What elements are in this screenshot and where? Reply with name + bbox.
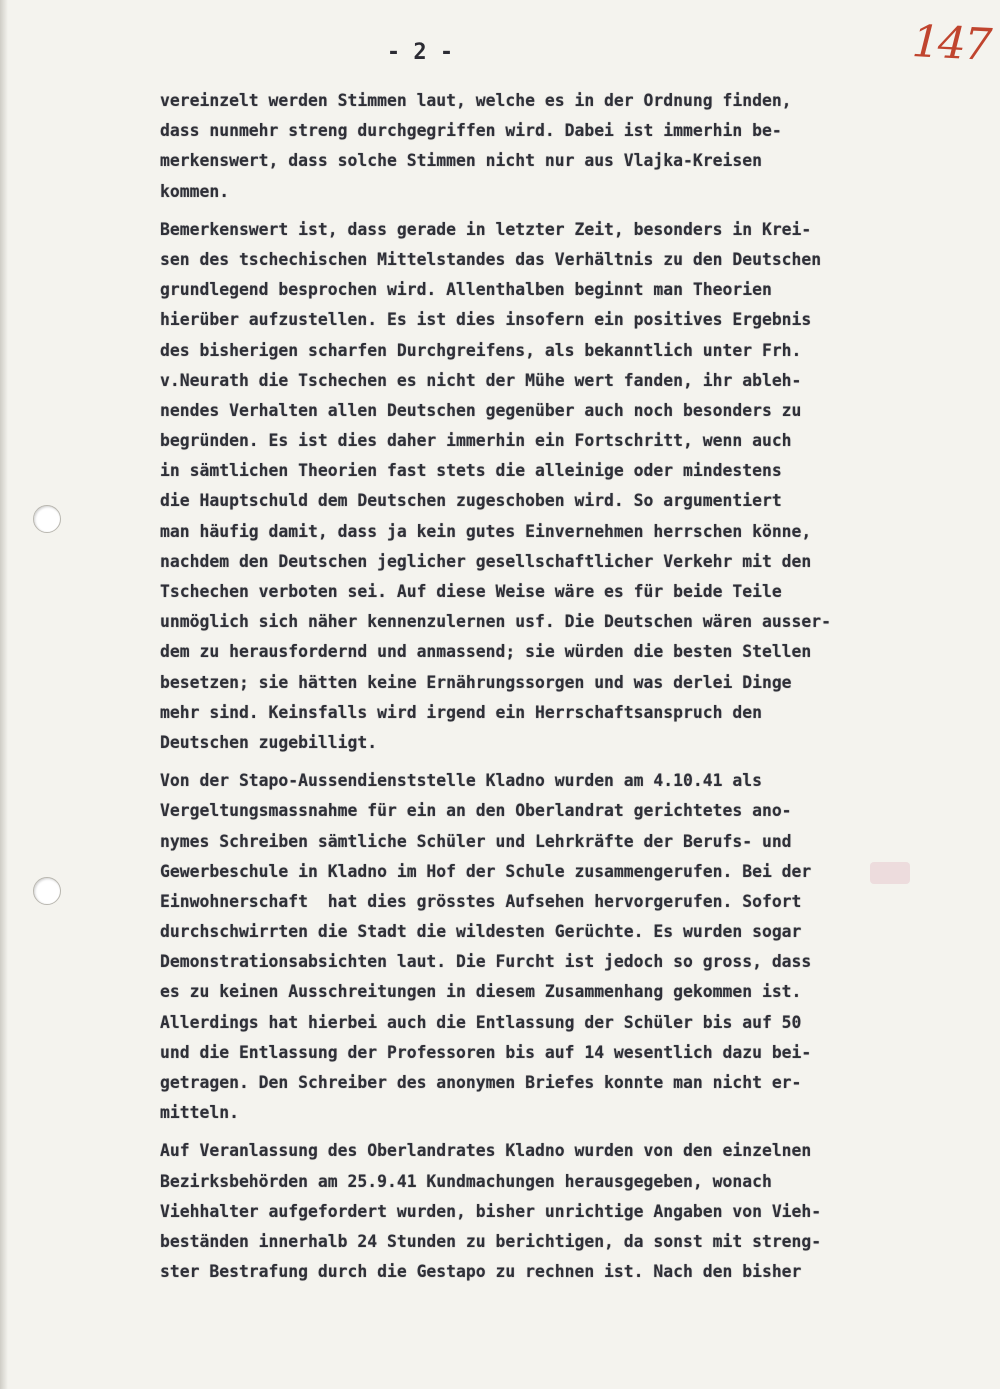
paragraph-3 [160, 766, 968, 1128]
text-line: Einwohnerschaft hat dies grösstes Aufsehen hervorgerufen. Sofort [160, 891, 802, 911]
paragraph-2 [160, 215, 968, 758]
text-line: begründen. Es ist dies daher immerhin ein Fortschritt, wenn auch [160, 431, 792, 451]
text-line: vereinzelt werden Stimmen laut, welche es in der Ordnung finden, [160, 91, 792, 110]
page-edge-shadow [0, 0, 8, 1389]
text-line: dass nunmehr streng durchgegriffen wird. Dabei ist immerhin be- [160, 121, 782, 141]
text-line: nendes Verhalten allen Deutschen gegenüber auch noch besonders zu [160, 400, 802, 420]
text-line: ster Bestrafung durch die Gestapo zu rechnen ist. Nach den bisher [160, 1262, 802, 1282]
text-line: Demonstrationsabsichten laut. Die Furcht ist jedoch so gross, dass [160, 952, 812, 972]
text-line: Deutschen zugebilligt. [160, 732, 378, 752]
text-line: grundlegend besprochen wird. Allenthalben beginnt man Theorien [160, 280, 772, 300]
text-line: Auf Veranlassung des Oberlandrates Kladno wurden von den einzelnen [160, 1141, 812, 1161]
text-line: Von der Stapo-Aussendienststelle Kladno wurden am 4.10.41 als [160, 771, 762, 791]
text-line: kommen. [160, 181, 230, 201]
text-line: v.Neurath die Tschechen es nicht der Mühe wert fanden, ihr ableh- [160, 370, 802, 390]
text-line: es zu keinen Ausschreitungen in diesem Zusammenhang gekommen ist. [160, 982, 802, 1002]
paragraph-1 [160, 86, 968, 207]
text-line: und die Entlassung der Professoren bis auf 14 wesentlich dazu bei- [160, 1042, 812, 1062]
page-number: - 2 - [386, 40, 454, 65]
document-body [160, 86, 968, 1295]
text-line: hierüber aufzustellen. Es ist dies insofern ein positives Ergebnis [160, 310, 812, 330]
text-line: besetzen; sie hätten keine Ernährungssorgen und was derlei Dinge [160, 672, 792, 692]
text-line: Tschechen verboten sei. Auf diese Weise wäre es für beide Teile [160, 582, 782, 601]
text-line: sen des tschechischen Mittelstandes das Verhältnis zu den Deutschen [160, 249, 822, 269]
text-line: Viehhalter aufgefordert wurden, bisher unrichtige Angaben von Vieh- [160, 1201, 822, 1221]
text-line: getragen. Den Schreiber des anonymen Briefes konnte man nicht er- [160, 1073, 802, 1092]
paragraph-4 [160, 1136, 968, 1287]
text-line: unmöglich sich näher kennenzulernen usf. Die Deutschen wären ausser- [160, 612, 832, 632]
text-line: durchschwirrten die Stadt die wildesten Gerüchte. Es wurden sogar [160, 922, 802, 942]
text-line: mitteln. [160, 1103, 239, 1123]
text-line: nymes Schreiben sämtliche Schüler und Lehrkräfte der Berufs- und [160, 831, 792, 851]
text-line: man häufig damit, dass ja kein gutes Einvernehmen herrschen könne, [160, 521, 812, 541]
text-line: die Hauptschuld dem Deutschen zugeschoben wird. So argumentiert [160, 491, 782, 511]
text-line: Allerdings hat hierbei auch die Entlassung der Schüler bis auf 50 [160, 1012, 802, 1032]
text-line: in sämtlichen Theorien fast stets die alleinige oder mindestens [160, 461, 782, 481]
text-line: beständen innerhalb 24 Stunden zu berichtigen, da sonst mit streng- [160, 1231, 822, 1251]
text-line: des bisherigen scharfen Durchgreifens, als bekanntlich unter Frh. [160, 340, 802, 360]
text-line: Bezirksbehörden am 25.9.41 Kundmachungen herausgegeben, wonach [160, 1171, 772, 1191]
text-line: nachdem den Deutschen jeglicher gesellschaftlicher Verkehr mit den [160, 551, 812, 571]
text-line: dem zu herausfordernd und anmassend; sie würden die besten Stellen [160, 642, 812, 662]
punch-hole-top [33, 505, 61, 533]
text-line: Vergeltungsmassnahme für ein an den Oberlandrat gerichtetes ano- [160, 801, 792, 821]
text-line: mehr sind. Keinsfalls wird irgend ein Herrschaftsanspruch den [160, 702, 762, 722]
text-line: Gewerbeschule in Kladno im Hof der Schule zusammengerufen. Bei der [160, 861, 812, 881]
text-line: Bemerkenswert ist, dass gerade in letzter Zeit, besonders in Krei- [160, 219, 812, 239]
text-line: merkenswert, dass solche Stimmen nicht nur aus Vlajka-Kreisen [160, 151, 762, 171]
punch-hole-bottom [33, 877, 61, 905]
handwritten-folio-number: 147 [910, 15, 992, 72]
